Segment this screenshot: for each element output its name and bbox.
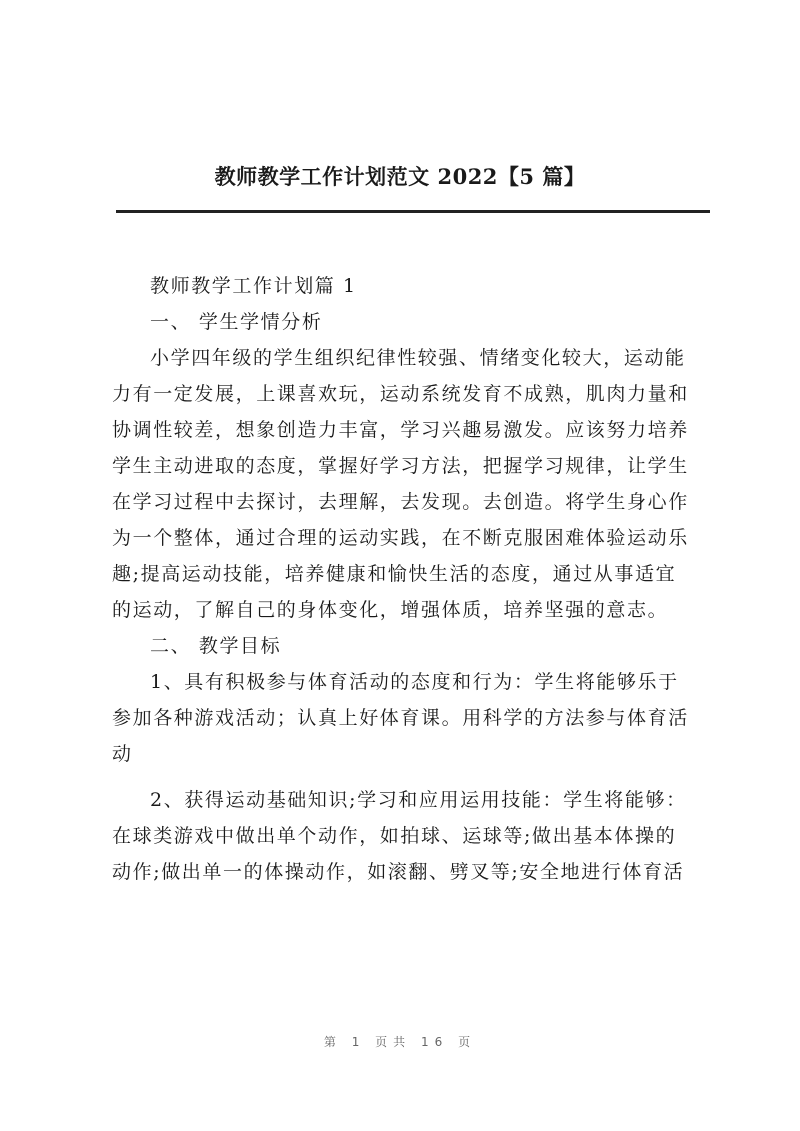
text-line: 小学四年级的学生组织纪律性较强、情绪变化较大，运动能: [150, 347, 686, 369]
text-line: 为一个整体，通过合理的运动实践，在不断克服困难体验运动乐: [112, 527, 689, 549]
document-body: [112, 268, 712, 890]
text-line: 2、获得运动基础知识;学习和应用运用技能：学生将能够：: [150, 789, 687, 811]
text-line: 在球类游戏中做出单个动作，如拍球、运球等;做出基本体操的: [112, 825, 677, 847]
page-footer: 第 1 页共 16 页: [323, 1035, 477, 1049]
text-line: 力有一定发展，上课喜欢玩，运动系统发育不成熟，肌肉力量和: [112, 383, 689, 405]
paragraph-gap: [112, 772, 712, 782]
text-line: 学生主动进取的态度，掌握好学习方法，把握学习规律，让学生: [112, 455, 689, 477]
text-line: 一、 学生学情分析: [150, 311, 323, 333]
title-divider: [116, 210, 710, 213]
text-line: 动: [112, 743, 133, 765]
text-line: 二、 教学目标: [150, 635, 282, 657]
text-line: 趣;提高运动技能，培养健康和愉快生活的态度，通过从事适宜: [112, 563, 677, 585]
text-line: 参加各种游戏活动；认真上好体育课。用科学的方法参与体育活: [112, 707, 689, 729]
text-line: 在学习过程中去探讨，去理解，去发现。去创造。将学生身心作: [112, 491, 689, 513]
text-line: 协调性较差，想象创造力丰富，学习兴趣易激发。应该努力培养: [112, 419, 689, 441]
text-line: 动作;做出单一的体操动作，如滚翻、劈叉等;安全地进行体育活: [112, 861, 685, 883]
text-line: 1、具有积极参与体育活动的态度和行为：学生将能够乐于: [150, 671, 679, 693]
document-title: 教师教学工作计划范文 2022【5 篇】: [214, 164, 586, 189]
text-line: 教师教学工作计划篇 1: [150, 275, 357, 297]
text-line: 的运动，了解自己的身体变化，增强体质，培养坚强的意志。: [112, 599, 669, 621]
